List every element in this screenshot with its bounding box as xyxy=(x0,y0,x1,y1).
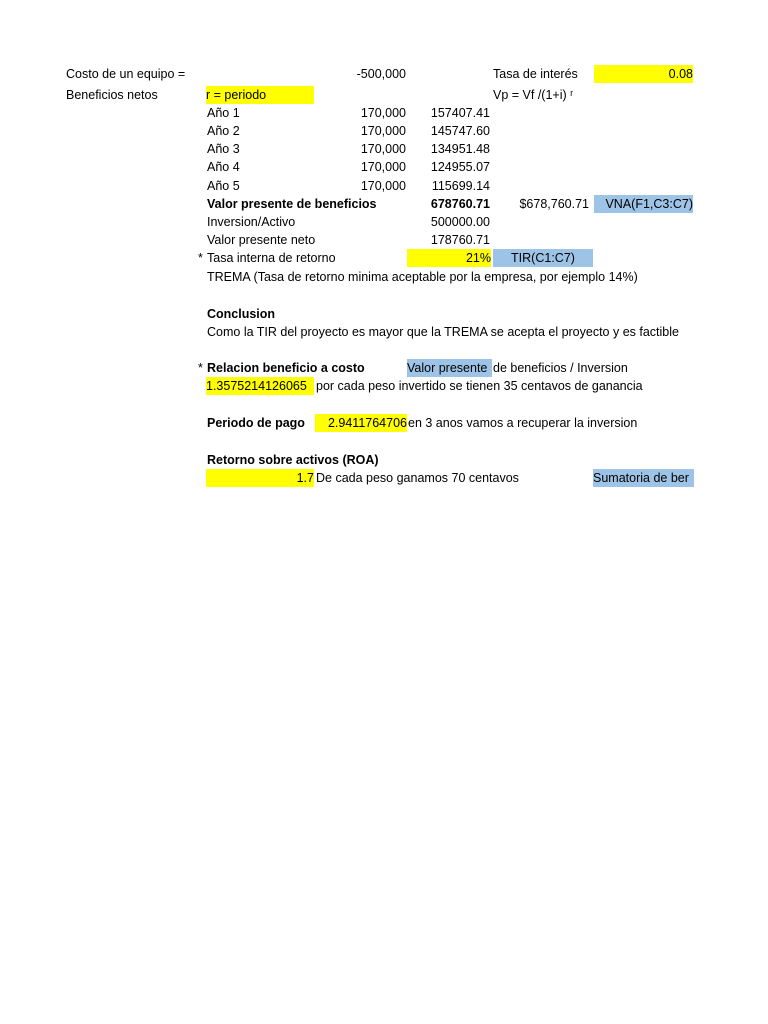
year-label: Año 3 xyxy=(207,142,240,156)
tir-value[interactable]: 21% xyxy=(407,249,491,267)
year-benefit: 170,000 xyxy=(360,179,406,193)
bc-star: * xyxy=(198,361,203,375)
pp-note: en 3 anos vamos a recuperar la inversion xyxy=(408,416,638,430)
vna-value: $678,760.71 xyxy=(519,197,589,211)
year-pv: 157407.41 xyxy=(430,106,490,120)
pp-title: Periodo de pago xyxy=(207,416,305,430)
vpn-label: Valor presente neto xyxy=(207,233,316,247)
inversion-label: Inversion/Activo xyxy=(207,215,296,229)
year-benefit: 170,000 xyxy=(360,160,406,174)
vpn-value: 178760.71 xyxy=(430,233,490,247)
bc-title: Relacion beneficio a costo xyxy=(207,361,365,375)
year-label: Año 2 xyxy=(207,124,240,138)
tasa-label: Tasa de interés xyxy=(493,67,578,81)
tir-star: * xyxy=(198,251,203,265)
bc-value[interactable]: 1.3575214126065 xyxy=(206,377,314,395)
year-pv: 145747.60 xyxy=(430,124,490,138)
roa-side-cell[interactable]: Sumatoria de ber xyxy=(593,469,694,487)
costo-label: Costo de un equipo = xyxy=(66,67,186,81)
conclusion-title: Conclusion xyxy=(207,307,276,321)
year-benefit: 170,000 xyxy=(360,142,406,156)
costo-value: -500,000 xyxy=(356,67,406,81)
year-pv: 134951.48 xyxy=(430,142,490,156)
year-pv: 124955.07 xyxy=(430,160,490,174)
tir-formula-cell[interactable]: TIR(C1:C7) xyxy=(493,249,593,267)
year-label: Año 5 xyxy=(207,179,240,193)
roa-note: De cada peso ganamos 70 centavos xyxy=(316,471,519,485)
year-label: Año 4 xyxy=(207,160,240,174)
roa-title: Retorno sobre activos (ROA) xyxy=(207,453,379,467)
vp-beneficios-label: Valor presente de beneficios xyxy=(207,197,377,211)
trema-text: TREMA (Tasa de retorno minima aceptable por la empresa, por ejemplo 14%) xyxy=(207,270,638,284)
inversion-value: 500000.00 xyxy=(430,215,490,229)
year-benefit: 170,000 xyxy=(360,124,406,138)
roa-value[interactable]: 1.7 xyxy=(206,469,314,487)
tir-label: Tasa interna de retorno xyxy=(207,251,336,265)
vp-beneficios-value: 678760.71 xyxy=(430,197,490,211)
year-pv: 115699.14 xyxy=(431,179,490,193)
bc-formula-rest: de beneficios / Inversion xyxy=(493,361,628,375)
beneficios-label: Beneficios netos xyxy=(66,88,158,102)
year-label: Año 1 xyxy=(207,106,240,120)
year-benefit: 170,000 xyxy=(360,106,406,120)
formula-text: Vp = Vf /(1+i) ʳ xyxy=(493,88,574,102)
conclusion-text: Como la TIR del proyecto es mayor que la TREMA se acepta el proyecto y es factible xyxy=(207,325,679,339)
bc-formula-highlight[interactable]: Valor presente xyxy=(407,359,492,377)
tasa-value[interactable]: 0.08 xyxy=(594,65,693,83)
vna-formula-cell[interactable]: VNA(F1,C3:C7) xyxy=(594,195,693,213)
r-periodo-cell[interactable]: r = periodo xyxy=(206,86,314,104)
pp-value[interactable]: 2.9411764706 xyxy=(315,414,407,432)
bc-note: por cada peso invertido se tienen 35 centavos de ganancia xyxy=(316,379,643,393)
